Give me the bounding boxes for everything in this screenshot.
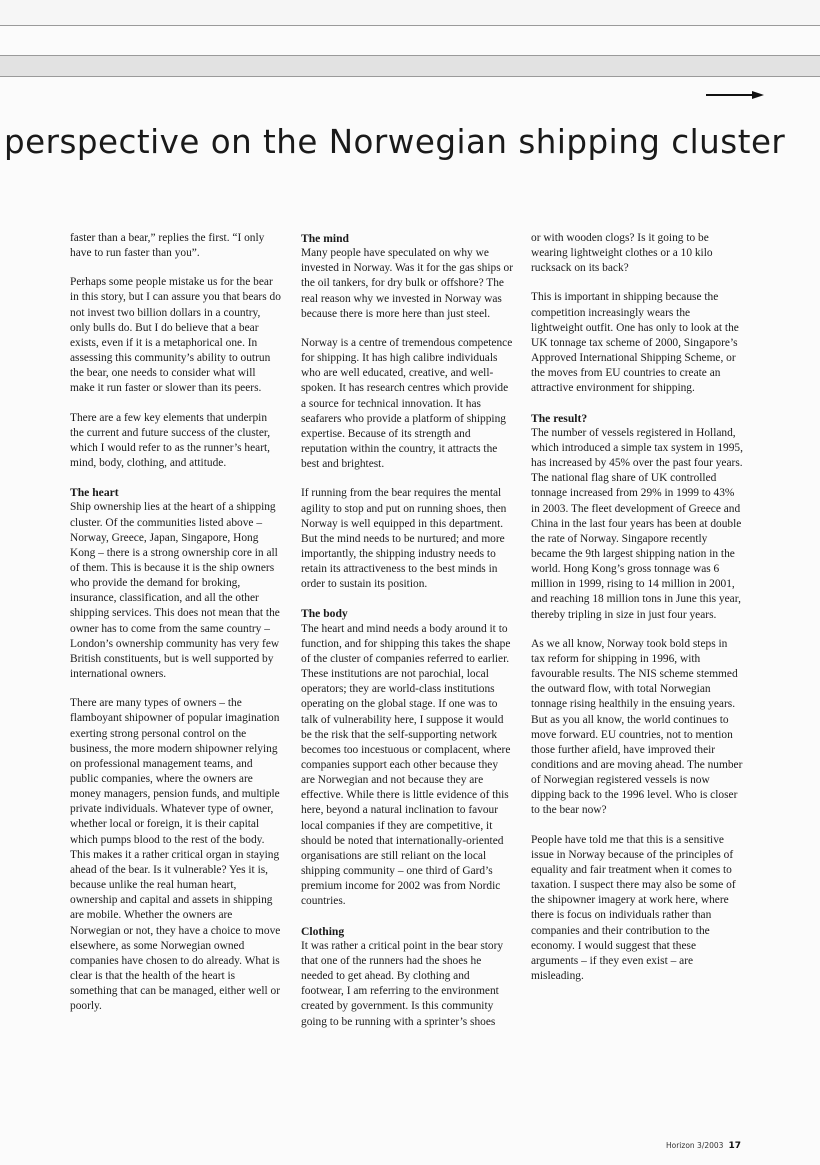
arrow-right-icon <box>706 90 764 100</box>
column-2 <box>301 231 514 1044</box>
column-1 <box>70 231 283 1029</box>
header-band <box>0 55 820 77</box>
paragraph: If running from the bear requires the mental agility to stop and put on running shoes, then Norway is well equipped in this department. But the mind needs to be nurtured; and more importantly, the shipping industry needs to retain its attractiveness to the best minds in order to sustain its position. <box>301 487 507 591</box>
publication-name: Horizon 3/2003 <box>666 1141 724 1150</box>
paragraph: This is important in shipping because the competition increasingly wears the lightweight outfit. One has only to look at the UK tonnage tax scheme of 2000, Singapore’s Approved International Shipping Scheme, or the moves from EU countries to create an attractive environment for shipping. <box>531 291 739 395</box>
paragraph: There are many types of owners – the flamboyant shipowner of popular imagination exerting strong personal control on the business, the more modern shipowner relying on professional management teams, and public companies, where the owners are money managers, pension funds, and multiple private individuals. Whatever type of owner, whether local or foreign, it is their capital which pumps blood to the rest of the body. This makes it a rather critical organ in staying ahead of the bear. Is it vulnerable? Yes it is, because unlike the real human heart, ownership and capital and assets in shipping are mobile. Whether the owners are Norwegian or not, they have a choice to move elsewhere, as some Norwegian owned companies have chosen to do already. What is clear is that the health of the heart is something that can be managed, either well or poorly. <box>70 697 281 1013</box>
top-band <box>0 0 820 26</box>
page-number: 17 <box>728 1141 741 1151</box>
paragraph: There are a few key elements that underpin the current and future success of the cluster, which I would refer to as the runner’s heart, mind, body, clothing, and attitude. <box>70 411 271 470</box>
column-3 <box>531 231 744 998</box>
paragraph: Ship ownership lies at the heart of a shipping cluster. Of the communities listed above – Norway, Greece, Japan, Singapore, Hong Kong – there is a strong ownership core in all of them. This is because it is the ship owners who provide the demand for broking, insurance, classification, and all the other shipping services. This does not mean that the owner has to come from the same country – London’s ownership community has very few British constituents, but is well supported by international owners. <box>70 501 280 681</box>
page-footer <box>666 1141 741 1151</box>
section-heading: The body <box>301 607 348 621</box>
paragraph: The heart and mind needs a body around it to function, and for shipping this takes the shape of the cluster of companies referred to earlier. These institutions are not parochial, local operators; they are world-class institutions operating on the global stage. If one was to talk of vulnerability here, I suppose it would be the risk that the self-supporting network becomes too incestuous or complacent, where companies support each other because they are Norwegian and not because they are effective. While there is little evidence of this here, beyond a natural inclination to favour local companies if they are competitive, it should be noted that internationally-oriented organisations are still reliant on the local shipping community – one third of Gard’s premium income for 2002 was from Nordic countries. <box>301 622 511 908</box>
paragraph: People have told me that this is a sensitive issue in Norway because of the principles of equality and fair treatment when it comes to taxation. I suspect there may also be some of the shipowner imagery at work here, where there is focus on individuals rather than companies and their contribution to the economy. I would suggest that these arguments – if they even exist – are misleading. <box>531 833 736 983</box>
paragraph: It was rather a critical point in the bear story that one of the runners had the shoes he needed to get ahead. By clothing and footwear, I am referring to the environment created by government. Is this community going to be running with a sprinter’s shoes <box>301 939 504 1028</box>
paragraph: As we all know, Norway took bold steps in tax reform for shipping in 1996, with favourable results. The NIS scheme stemmed the outward flow, with total Norwegian tonnage rising healthily in the ensuing years. But as you all know, the world continues to move forward. EU countries, not to mention those further afield, have improved their conditions and are moving ahead. The number of Norwegian registered vessels is now dipping back to the 1996 level. Who is closer to the bear now? <box>531 637 743 817</box>
paragraph: or with wooden clogs? Is it going to be wearing lightweight clothes or a 10 kilo rucksack on its back? <box>531 232 713 275</box>
section-heading: Clothing <box>301 924 345 938</box>
page-title: perspective on the Norwegian shipping cluster <box>4 123 786 161</box>
section-heading: The mind <box>301 232 349 245</box>
paragraph: Many people have speculated on why we invested in Norway. Was it for the gas ships or the oil tankers, for dry bulk or offshore? The real reason why we invested in Norway was because there is more here than just steel. <box>301 247 513 320</box>
paragraph: The number of vessels registered in Holland, which introduced a simple tax system in 1995, has increased by 45% over the past four years. The national flag share of UK controlled tonnage increased from 29% in 1999 to 43% in 2003. The fleet development of Greece and China in the last four years has been at double the rate of Norway. Singapore recently became the 9th largest shipping nation in the world. Hong Kong’s gross tonnage was 6 million in 1999, rising to 14 million in 2001, and reaching 18 million tons in June this year, thereby tripling in size in just four years. <box>531 426 743 621</box>
section-heading: The result? <box>531 411 588 425</box>
paragraph: Perhaps some people mistake us for the bear in this story, but I can assure you that bears do not invest two billion dollars in a country, only bulls do. But I do believe that a bear exists, even if it is a metaphorical one. In assessing this community’s ability to outrun the bear, one needs to consider what will make it run faster or slower than its peers. <box>70 276 281 395</box>
paragraph: Norway is a centre of tremendous competence for shipping. It has high calibre individuals who are well educated, creative, and well-spoken. It has research centres which provide a source for technical innovation. It has seafarers who provide a platform of shipping expertise. Because of its strength and reputation within the country, it attracts the best and brightest. <box>301 336 513 471</box>
paragraph: faster than a bear,” replies the first. “I only have to run faster than you”. <box>70 232 265 260</box>
section-heading: The heart <box>70 486 119 500</box>
